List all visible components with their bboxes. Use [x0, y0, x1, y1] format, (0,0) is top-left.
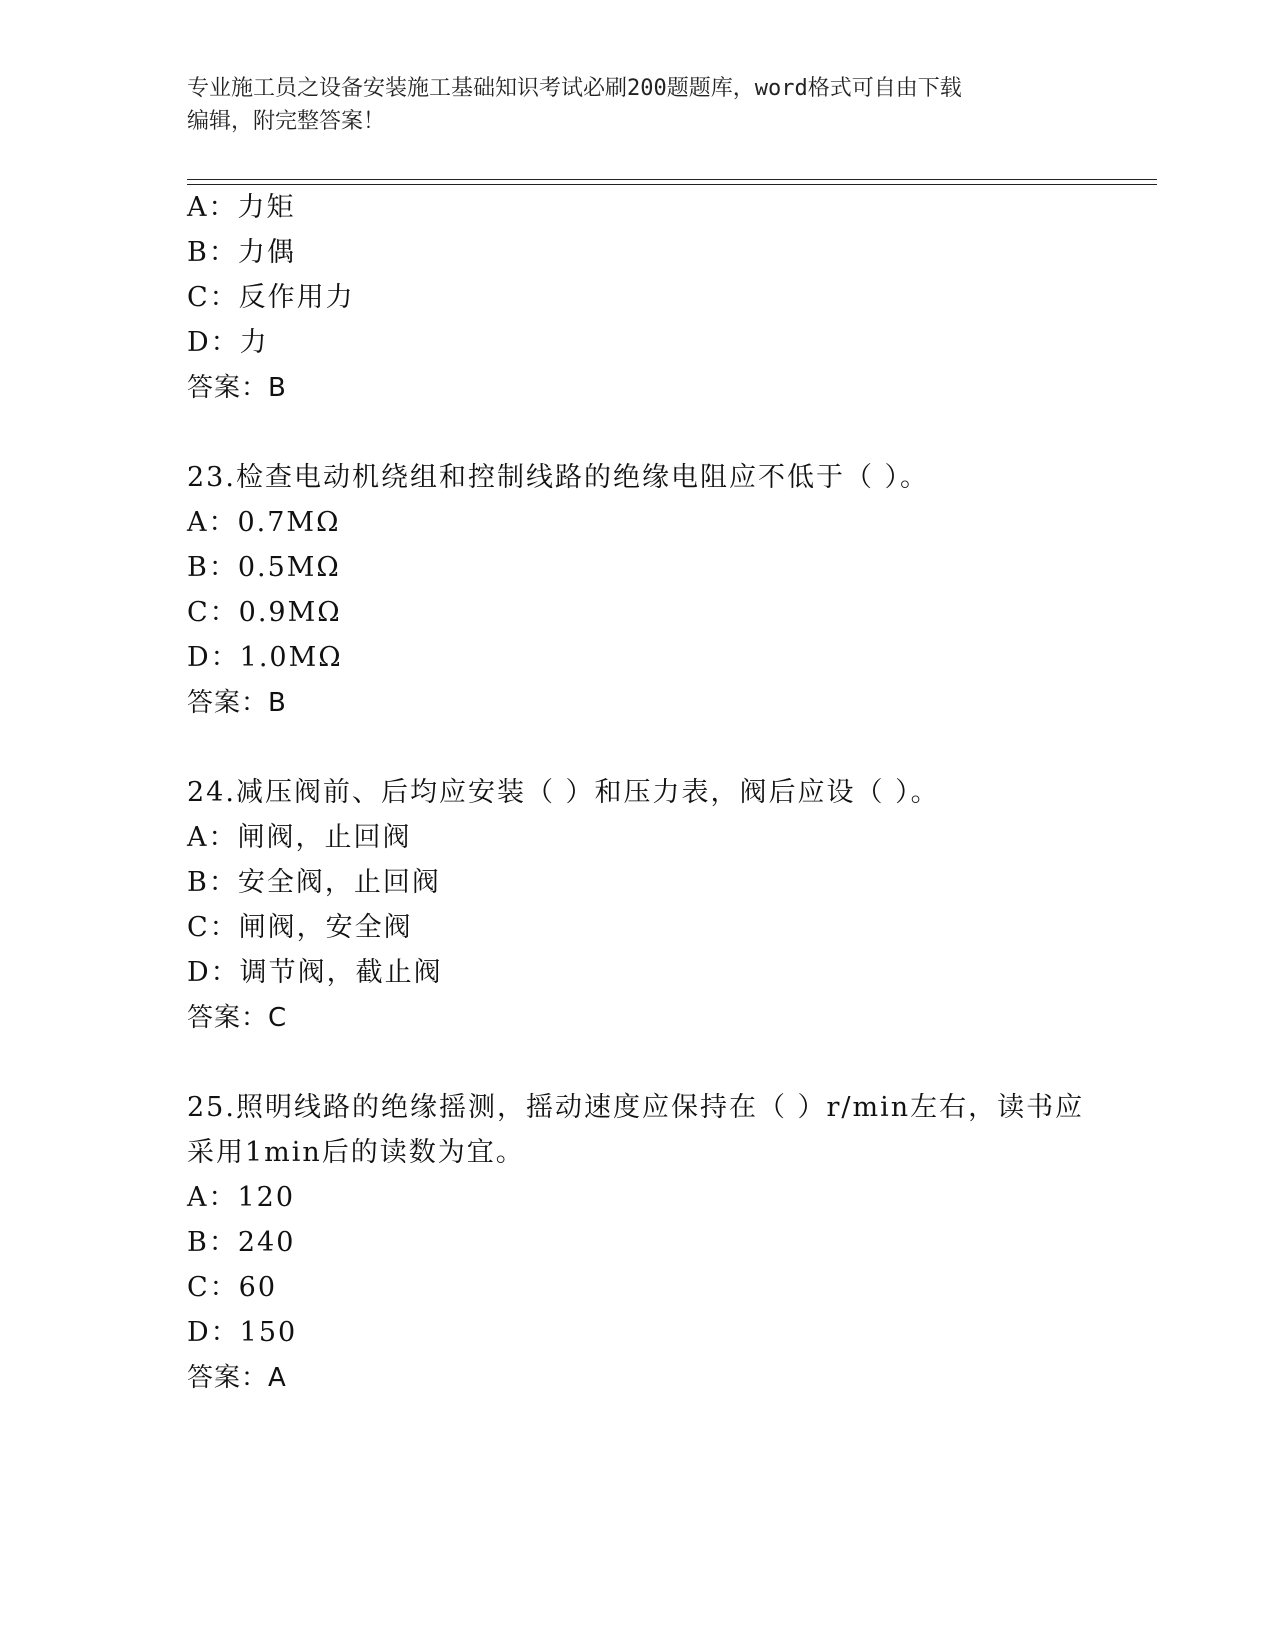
q23-option-b: B：0.5MΩ — [187, 552, 341, 583]
q24-option-c: C：闸阀，安全阀 — [187, 912, 413, 943]
q25-option-b: B：240 — [187, 1227, 296, 1258]
header-line-1: 专业施工员之设备安装施工基础知识考试必刷200题题库，word格式可自由下载 — [187, 76, 962, 101]
q25-option-c: C：60 — [187, 1272, 278, 1303]
q24-question: 24.减压阀前、后均应安装（ ）和压力表，阀后应设（ ）。 — [187, 777, 940, 808]
q24-option-d: D：调节阀，截止阀 — [187, 957, 443, 988]
q23-option-a: A：0.7MΩ — [187, 507, 341, 538]
q22-option-b: B：力偶 — [187, 237, 296, 268]
q24-option-b: B：安全阀，止回阀 — [187, 867, 441, 898]
q23-answer: 答案：B — [187, 688, 287, 718]
header-divider-top — [187, 179, 1157, 180]
document-header — [187, 72, 1087, 138]
q25-option-d: D：150 — [187, 1317, 298, 1348]
q25-question-line-1: 25.照明线路的绝缘摇测，摇动速度应保持在（ ）r/min左右，读书应 — [187, 1092, 1085, 1123]
q22-option-d: D：力 — [187, 327, 269, 358]
header-line-2: 编辑，附完整答案！ — [187, 109, 386, 134]
q25-question-line-2: 采用1min后的读数为宜。 — [187, 1137, 525, 1168]
q23-question: 23.检查电动机绕组和控制线路的绝缘电阻应不低于（ ）。 — [187, 462, 930, 493]
q23-option-d: D：1.0MΩ — [187, 642, 343, 673]
q24-answer: 答案：C — [187, 1003, 288, 1033]
q22-option-c: C：反作用力 — [187, 282, 355, 313]
q23-option-c: C：0.9MΩ — [187, 597, 342, 628]
q25-option-a: A：120 — [187, 1182, 296, 1213]
q22-answer: 答案：B — [187, 373, 287, 403]
q25-answer: 答案：A — [187, 1363, 287, 1393]
q24-option-a: A：闸阀，止回阀 — [187, 822, 412, 853]
header-divider-bottom — [187, 184, 1157, 185]
q22-option-a: A：力矩 — [187, 192, 296, 223]
